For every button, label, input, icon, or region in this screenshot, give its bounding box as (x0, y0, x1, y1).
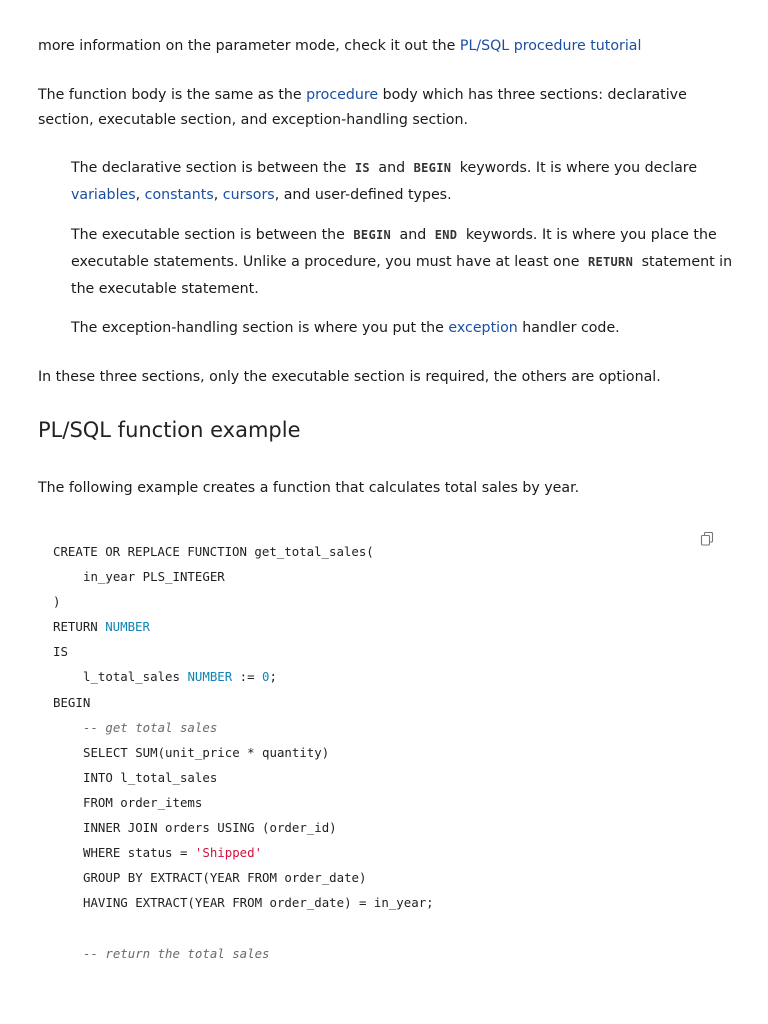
code-line: SELECT SUM(unit_price * quantity) (83, 744, 330, 760)
code-token: := (232, 669, 263, 685)
code-line: INTO l_total_sales (83, 769, 218, 785)
code-token: RETURN (53, 619, 106, 635)
code-line (53, 614, 703, 639)
code-line: GROUP BY EXTRACT(YEAR FROM order_date) (83, 870, 367, 886)
code-number-token: 0 (262, 669, 270, 685)
executable-section-paragraph (71, 222, 741, 303)
declarative-text-d: , (135, 187, 145, 203)
code-line: CREATE OR REPLACE FUNCTION get_total_sales( (53, 544, 374, 559)
code-token: l_total_sales (83, 669, 188, 685)
code-block (53, 539, 703, 966)
begin-keyword: BEGIN (413, 161, 452, 175)
code-string-token: 'Shipped' (194, 845, 263, 861)
body-text-b: body which has three sections: declarative section, executable section, and exception-handling section. (38, 87, 687, 128)
exception-text-a: The exception-handling section is where you put the (71, 320, 449, 336)
code-line: ) (53, 594, 61, 610)
example-intro-paragraph: The following example creates a function that calculates total sales by year. (38, 480, 580, 496)
code-line: INNER JOIN orders USING (order_id) (83, 820, 337, 836)
is-keyword: IS (354, 161, 370, 175)
intro-paragraph (38, 34, 738, 59)
code-token: ; (269, 669, 277, 685)
executable-text-a: The executable section is between the (71, 227, 350, 243)
constants-link[interactable]: constants (144, 187, 214, 203)
executable-text-b: and (395, 227, 431, 243)
exception-link[interactable]: exception (448, 320, 518, 336)
function-body-paragraph (38, 83, 738, 133)
variables-link[interactable]: variables (71, 187, 136, 203)
executable-text-c: keywords. It is where you place the executable statements. Unlike a procedure, you must have at least one (71, 227, 717, 270)
body-text-a: The function body is the same as the (38, 87, 307, 103)
code-line: HAVING EXTRACT(YEAR FROM order_date) = in_year; (83, 895, 434, 911)
procedure-tutorial-link[interactable]: PL/SQL procedure tutorial (459, 38, 642, 54)
exception-text-b: handler code. (517, 320, 620, 336)
declarative-text-a: The declarative section is between the (71, 160, 351, 176)
executable-text-d: statement in the executable statement. (71, 254, 733, 297)
code-comment: -- return the total sales (83, 945, 270, 961)
code-line (53, 840, 703, 865)
end-keyword: END (434, 228, 458, 242)
declarative-text-c: keywords. It is where you declare (455, 160, 698, 176)
declarative-text-b: and (373, 160, 410, 176)
begin-keyword: BEGIN (353, 228, 392, 242)
declarative-text-f: , and user-defined types. (274, 187, 452, 203)
return-keyword: RETURN (587, 255, 634, 269)
code-line (53, 664, 703, 689)
procedure-link[interactable]: procedure (306, 87, 379, 103)
code-line: in_year PLS_INTEGER (83, 569, 225, 585)
code-type-token: NUMBER (187, 669, 233, 685)
code-line (53, 915, 703, 940)
code-line: BEGIN (53, 694, 91, 710)
code-line: FROM order_items (83, 794, 203, 810)
section-heading: PL/SQL function example (38, 418, 301, 442)
exception-section-paragraph (71, 315, 741, 342)
code-comment: -- get total sales (83, 719, 218, 735)
intro-text: more information on the parameter mode, check it out the (38, 38, 460, 54)
code-line: IS (53, 644, 68, 660)
code-token: WHERE status = (83, 845, 195, 861)
code-type-token: NUMBER (105, 619, 150, 635)
summary-paragraph: In these three sections, only the executable section is required, the others are optional. (38, 369, 661, 385)
declarative-section-paragraph (71, 155, 741, 209)
cursors-link[interactable]: cursors (222, 187, 275, 203)
declarative-text-e: , (213, 187, 223, 203)
